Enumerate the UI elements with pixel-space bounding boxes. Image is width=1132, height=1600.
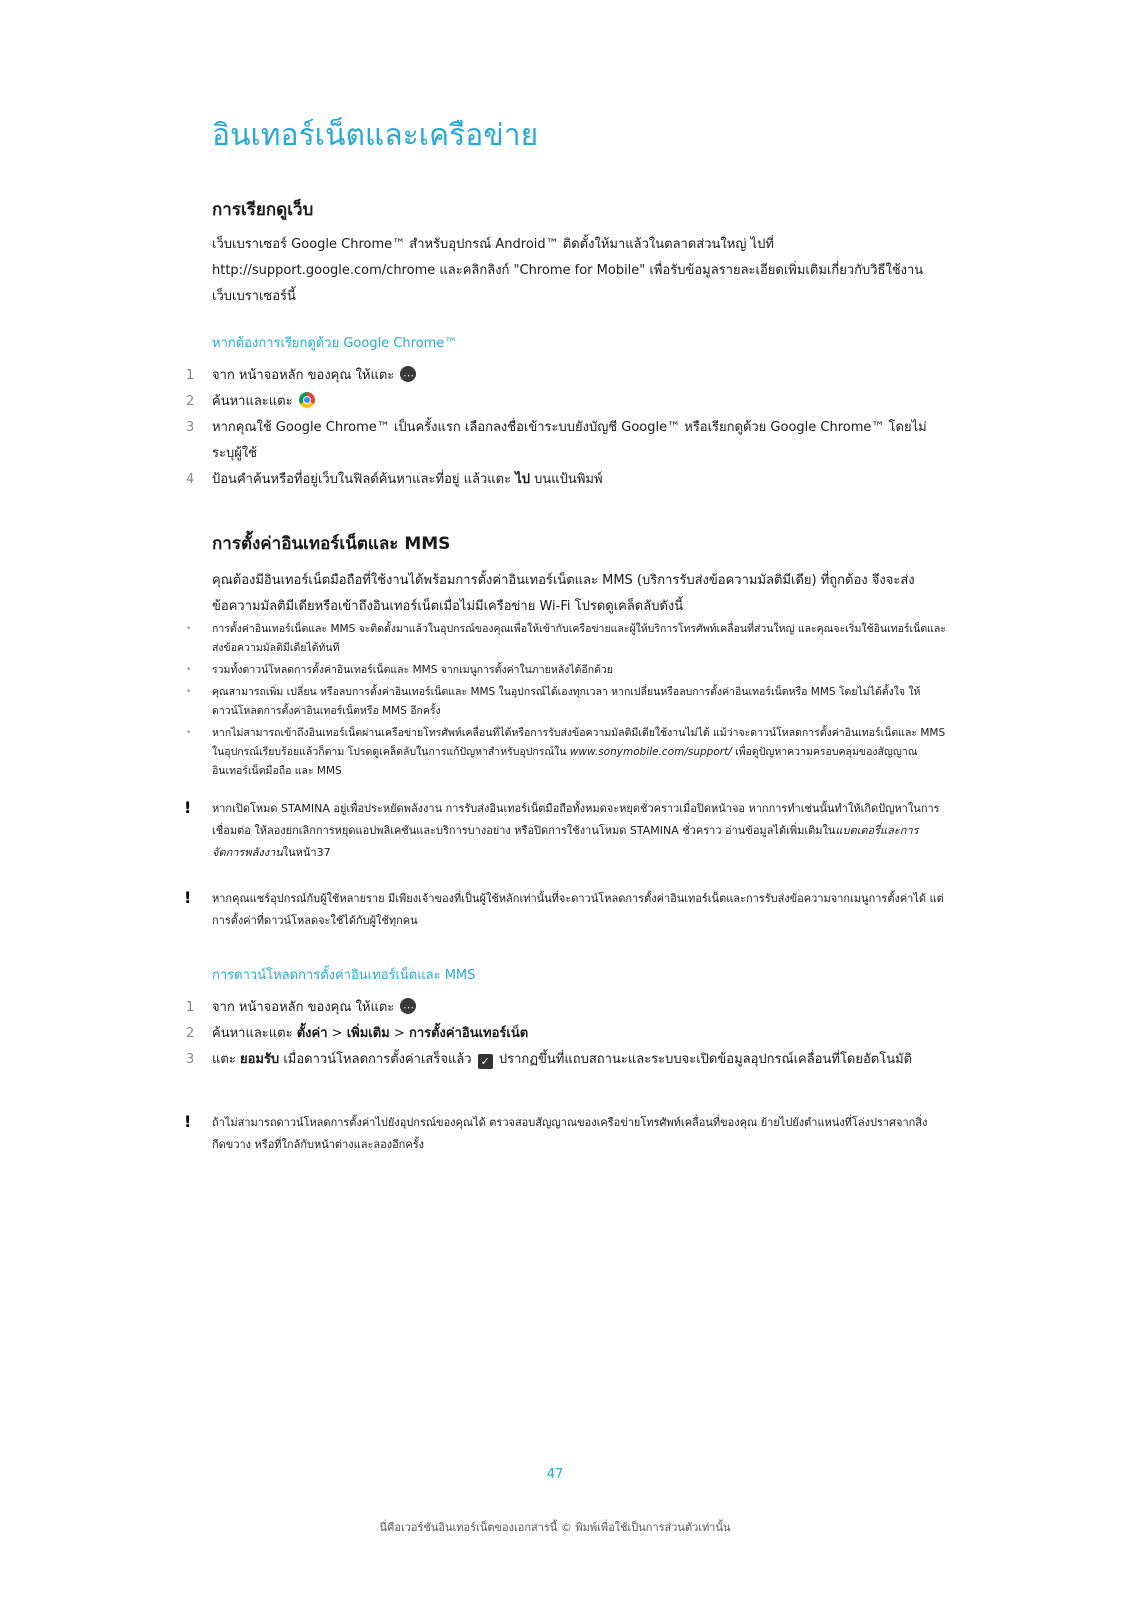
step-text: ค้นหาและแตะ [212,1026,293,1041]
browse-intro: เว็บเบราเซอร์ Google Chrome™ สำหรับอุปกรณ์ Android™ ติดตั้งให้มาแล้วในตลาดส่วนใหญ่ ไปที่ http://support.google.com/chrome และคลิกลิงก์ "Chrome for Mobile" เพื่อรับข้อมูลรายละเอียดเพิ่มเติมเกี่ยวกับวิธีใช้งานเว็บเบราเซอร์นี้ [212,237,924,304]
list-item-text: หากไม่สามารถเข้าถึงอินเทอร์เน็ตผ่านเครือข่ายโทรศัพท์เคลื่อนที่ได้หรือการรับส่งข้อความมัลติมีเดียใช้งานไม่ได้ แม้ว่าจะดาวน์โหลดการตั้งค่าอินเทอร์เน็ตและ MMS ในอุปกรณ์เรียบร้อยแล้วก็ตาม โปรดดูเคล็ดลับในการแก้ปัญหาสำหรับอุปกรณ์ใน [212,727,946,758]
exclamation-icon: ! [184,888,192,907]
note-download-fail [184,1112,944,1156]
settings-path-item: ตั้งค่า [296,1026,328,1041]
step-number: 1 [186,368,195,383]
list-item [186,724,946,781]
step-text: เมื่อดาวน์โหลดการตั้งค่าเสร็จแล้ว [283,1052,472,1067]
section-heading-browse: การเรียกดูเว็บ [212,200,314,220]
step-number: 2 [186,394,195,409]
step-text: แตะ [212,1052,236,1067]
cross-reference-link[interactable]: แบตเตอรี่และการจัดการพลังงาน [212,824,919,859]
step-text: หากคุณใช้ Google Chrome™ เป็นครั้งแรก เลือกลงชื่อเข้าระบบยังบัญชี Google™ หรือเรียกดูด้วย Google Chrome™ โดยไม่ระบุผู้ใช้ [212,420,927,461]
page-title: อินเทอร์เน็ตและเครือข่าย [212,118,539,153]
list-item-text: เพื่อดูปัญหาความครอบคลุมของสัญญาณ อินเทอร์เน็ตมือถือ และ MMS [212,746,918,777]
list-item-text: รวมทั้งดาวน์โหลดการตั้งค่าอินเทอร์เน็ตและ MMS จากเมนูการตั้งค่าในภายหลังได้อีกด้วย [212,664,613,676]
apps-icon[interactable] [400,998,416,1014]
bullet-icon: • [186,687,192,697]
note-text: ในหน้า37 [282,846,331,859]
apps-icon[interactable] [400,366,416,382]
step-text: ปรากฏขึ้นที่แถบสถานะและระบบจะเปิดข้อมูลอุปกรณ์เคลื่อนที่โดยอัตโนมัติ [498,1052,913,1067]
path-separator: > [393,1026,405,1041]
browse-step-1 [186,363,946,389]
support-link[interactable]: www.sonymobile.com/support/ [569,746,732,758]
list-item [186,620,946,658]
step-text: บนแป้นพิมพ์ [534,472,603,487]
exclamation-icon: ! [184,798,192,817]
step-text: จาก หน้าจอหลัก ของคุณ ให้แตะ [212,1000,395,1015]
step-number: 2 [186,1026,195,1041]
settings-tips-list [186,620,946,784]
step-text: จาก หน้าจอหลัก ของคุณ ให้แตะ [212,368,395,383]
note-multi-user [184,888,944,932]
browse-step-2 [186,389,946,415]
step-number: 3 [186,420,195,435]
page-number: 47 [546,1467,564,1482]
go-key-label: ไป [515,472,531,487]
browse-step-4 [186,467,946,493]
bullet-icon: • [186,665,192,675]
step-number: 3 [186,1052,195,1067]
exclamation-icon: ! [184,1112,192,1131]
note-stamina [184,798,944,864]
accept-label: ยอมรับ [239,1052,280,1067]
bullet-icon: • [186,728,192,738]
step-number: 4 [186,472,195,487]
note-text: หากคุณแชร์อุปกรณ์กับผู้ใช้หลายราย มีเพียงเจ้าของที่เป็นผู้ใช้หลักเท่านั้นที่จะดาวน์โหลดการตั้งค่าอินเทอร์เน็ตและการรับส่งข้อความจากเมนูการตั้งค่าได้ แต่การตั้งค่าที่ดาวน์โหลดจะใช้ได้กับผู้ใช้ทุกคน [212,892,944,927]
download-step-1 [186,995,946,1021]
step-number: 1 [186,1000,195,1015]
footer-note: นี่คือเวอร์ชันอินเทอร์เน็ตของเอกสารนี้ © พิมพ์เพื่อใช้เป็นการส่วนตัวเท่านั้น [379,1521,731,1534]
chrome-icon[interactable] [299,392,315,408]
note-text: หากเปิดโหมด STAMINA อยู่เพื่อประหยัดพลังงาน การรับส่งอินเทอร์เน็ตมือถือทั้งหมดจะหยุดชั่วคราวเมื่อปิดหน้าจอ หากการทำเช่นนั้นทำให้เกิดปัญหาในการเชื่อมต่อ ให้ลองยกเลิกการหยุดแอปพลิเคชันและบริการบางอย่าง หรือปิดการใช้งานโหมด STAMINA ชั่วคราว อ่านข้อมูลได้เพิ่มเติมใน [212,802,940,837]
settings-path-item: เพิ่มเติม [346,1026,390,1041]
check-icon: ✓ [478,1054,493,1069]
section-heading-settings: การตั้งค่าอินเทอร์เน็ตและ MMS [212,534,451,554]
list-item [186,683,946,721]
settings-intro: คุณต้องมีอินเทอร์เน็ตมือถือที่ใช้งานได้พร้อมการตั้งค่าอินเทอร์เน็ตและ MMS (บริการรับส่งข้อความมัลติมีเดีย) ที่ถูกต้อง จึงจะส่งข้อความมัลติมีเดียหรือเข้าถึงอินเทอร์เน็ตเมื่อไม่มีเครือข่าย Wi-Fi โปรดดูเคล็ดลับดังนี้ [212,573,915,614]
note-text: ถ้าไม่สามารถดาวน์โหลดการตั้งค่าไปยังอุปกรณ์ของคุณได้ ตรวจสอบสัญญาณของเครือข่ายโทรศัพท์เคลื่อนที่ของคุณ ย้ายไปยังตำแหน่งที่โล่งปราศจากสิ่งกีดขวาง หรือที่ใกล้กับหน้าต่างและลองอีกครั้ง [212,1116,928,1151]
list-item [186,661,946,680]
step-text: ค้นหาและแตะ [212,394,293,409]
download-subheading: การดาวน์โหลดการตั้งค่าอินเทอร์เน็ตและ MMS [212,968,476,983]
browse-step-3 [186,415,946,467]
download-step-3 [186,1047,946,1073]
step-text: ป้อนคำค้นหรือที่อยู่เว็บในฟิลด์ค้นหาและที่อยู่ แล้วแตะ [212,472,512,487]
list-item-text: การตั้งค่าอินเทอร์เน็ตและ MMS จะติดตั้งมาแล้วในอุปกรณ์ของคุณเพื่อให้เข้ากับเครือข่ายและผู้ให้บริการโทรศัพท์เคลื่อนที่ส่วนใหญ่ และคุณจะเริ่มใช้อินเทอร์เน็ตและส่งข้อความมัลติมีเดียได้ทันที [212,623,946,654]
path-separator: > [331,1026,343,1041]
list-item-text: คุณสามารถเพิ่ม เปลี่ยน หรือลบการตั้งค่าอินเทอร์เน็ตและ MMS ในอุปกรณ์ได้เองทุกเวลา หากเปลี่ยนหรือลบการตั้งค่าอินเทอร์เน็ตหรือ MMS โดยไม่ได้ตั้งใจ ให้ดาวน์โหลดการตั้งค่าอินเทอร์เน็ตหรือ MMS อีกครั้ง [212,686,921,717]
download-step-2 [186,1021,946,1047]
bullet-icon: • [186,624,192,634]
settings-path-item: การตั้งค่าอินเทอร์เน็ต [408,1026,529,1041]
browse-subheading: หากต้องการเรียกดูด้วย Google Chrome™ [212,336,458,351]
